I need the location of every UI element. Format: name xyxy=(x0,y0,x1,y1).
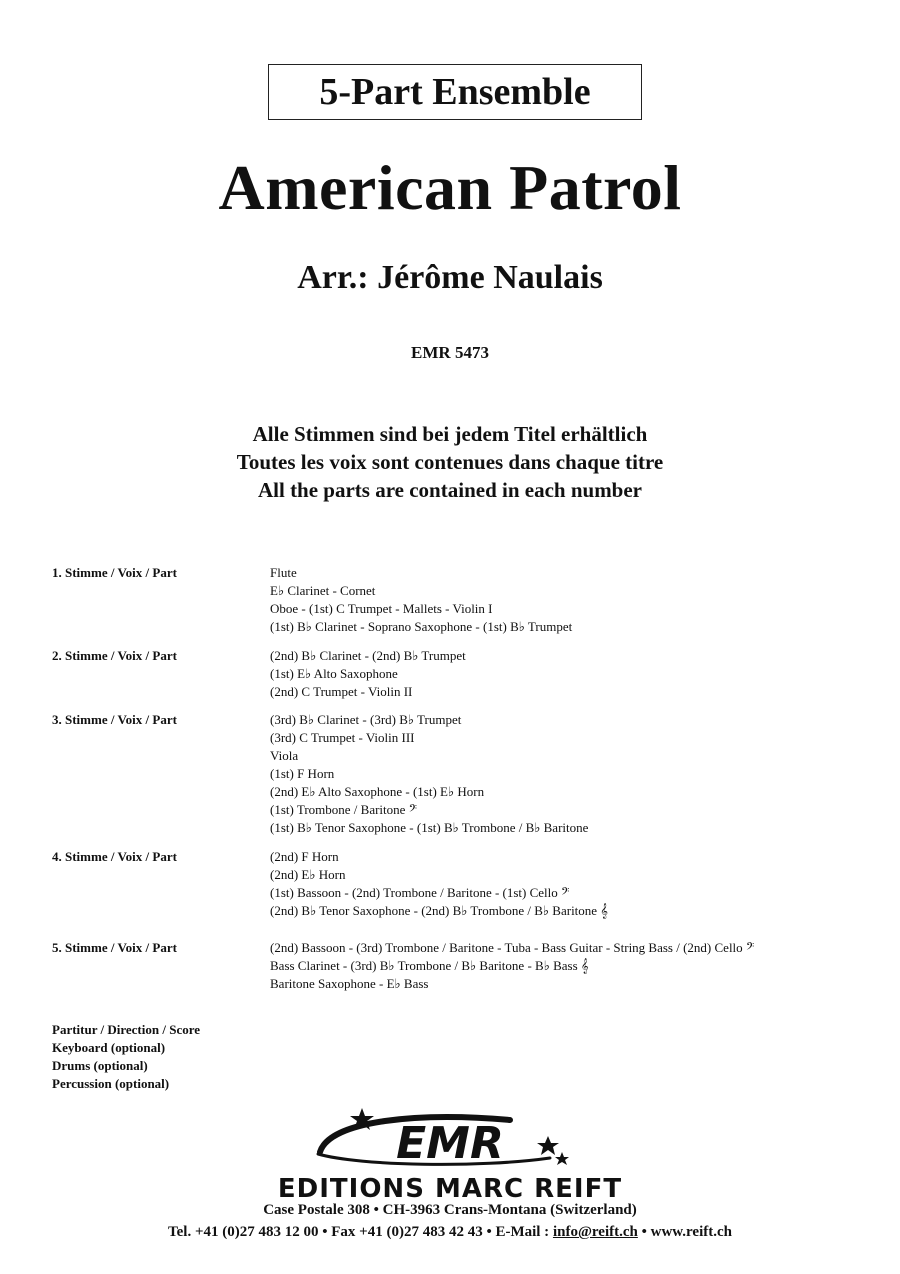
instrument-line: (2nd) B♭ Clarinet - (2nd) B♭ Trumpet xyxy=(270,648,466,663)
availability-german: Alle Stimmen sind bei jedem Titel erhältlich xyxy=(252,422,648,446)
part-2-instruments xyxy=(270,647,466,701)
publisher-address: Case Postale 308 • CH-3963 Crans-Montana (Switzerland) xyxy=(263,1202,637,1218)
instrument-line: Bass Clarinet - (3rd) B♭ Trombone / B♭ Baritone - B♭ Bass 𝄞 xyxy=(270,958,589,973)
instrument-line: (1st) B♭ Clarinet - Soprano Saxophone - (1st) B♭ Trumpet xyxy=(270,619,573,634)
publisher-contact xyxy=(0,1222,900,1242)
availability-french: Toutes les voix sont contenues dans chaque titre xyxy=(236,450,664,474)
logo-star-icon xyxy=(555,1152,569,1165)
logo-star-icon xyxy=(537,1136,559,1155)
instrument-line: (2nd) B♭ Tenor Saxophone - (2nd) B♭ Trombone / B♭ Baritone 𝄞 xyxy=(270,903,608,918)
instrument-line: (2nd) C Trumpet - Violin II xyxy=(270,684,413,699)
part-4-label: 4. Stimme / Voix / Part xyxy=(52,849,177,864)
ensemble-box: 5-Part Ensemble xyxy=(268,64,642,120)
contact-phone-fax: Tel. +41 (0)27 483 12 00 • Fax +41 (0)27 483 42 43 • E-Mail : xyxy=(168,1224,553,1240)
part-3-label: 3. Stimme / Voix / Part xyxy=(52,712,177,727)
publisher-name: EDITIONS MARC REIFT xyxy=(277,1174,623,1204)
instrument-line: Flute xyxy=(270,565,297,580)
instrument-line: (1st) E♭ Alto Saxophone xyxy=(270,666,398,681)
part-1-label: 1. Stimme / Voix / Part xyxy=(52,565,177,580)
logo-text: EMR xyxy=(396,1118,504,1169)
instrument-line: Oboe - (1st) C Trumpet - Mallets - Violin I xyxy=(270,601,493,616)
instrument-line: (2nd) E♭ Horn xyxy=(270,867,346,882)
instrument-line: (2nd) Bassoon - (3rd) Trombone / Baritone - Tuba - Bass Guitar - String Bass / (2nd) Cello 𝄢 xyxy=(270,940,755,955)
extra-keyboard: Keyboard (optional) xyxy=(52,1040,166,1055)
part-5-label: 5. Stimme / Voix / Part xyxy=(52,940,177,955)
instrument-line: (1st) B♭ Tenor Saxophone - (1st) B♭ Trombone / B♭ Baritone xyxy=(270,820,589,835)
instrument-line: (2nd) E♭ Alto Saxophone - (1st) E♭ Horn xyxy=(270,784,485,799)
part-1-instruments xyxy=(270,564,572,636)
email-link[interactable]: info@reift.ch xyxy=(552,1224,638,1240)
instrument-line: (3rd) C Trumpet - Violin III xyxy=(270,730,415,745)
part-3-instruments xyxy=(270,711,588,837)
catalog-number: EMR 5473 xyxy=(411,343,489,362)
arranger: Arr.: Jérôme Naulais xyxy=(297,259,603,296)
emr-logo xyxy=(300,1106,600,1178)
instrument-line: E♭ Clarinet - Cornet xyxy=(270,583,376,598)
instrument-line: (1st) F Horn xyxy=(270,766,335,781)
instrument-line: (2nd) F Horn xyxy=(270,849,339,864)
extra-percussion: Percussion (optional) xyxy=(52,1076,170,1091)
availability-english: All the parts are contained in each number xyxy=(257,478,643,502)
part-4-instruments xyxy=(270,848,608,920)
extra-score: Partitur / Direction / Score xyxy=(52,1022,201,1037)
instrument-line: (1st) Trombone / Baritone 𝄢 xyxy=(270,802,418,817)
instrument-line: Baritone Saxophone - E♭ Bass xyxy=(270,976,429,991)
instrument-line: Viola xyxy=(270,748,299,763)
instrument-line: (1st) Bassoon - (2nd) Trombone / Baritone - (1st) Cello 𝄢 xyxy=(270,885,570,900)
instrument-line: (3rd) B♭ Clarinet - (3rd) B♭ Trumpet xyxy=(270,712,462,727)
part-2-label: 2. Stimme / Voix / Part xyxy=(52,648,177,663)
extra-drums: Drums (optional) xyxy=(52,1058,148,1073)
part-5-instruments xyxy=(270,939,754,993)
website: • www.reift.ch xyxy=(637,1224,732,1240)
page-title: American Patrol xyxy=(218,152,682,223)
